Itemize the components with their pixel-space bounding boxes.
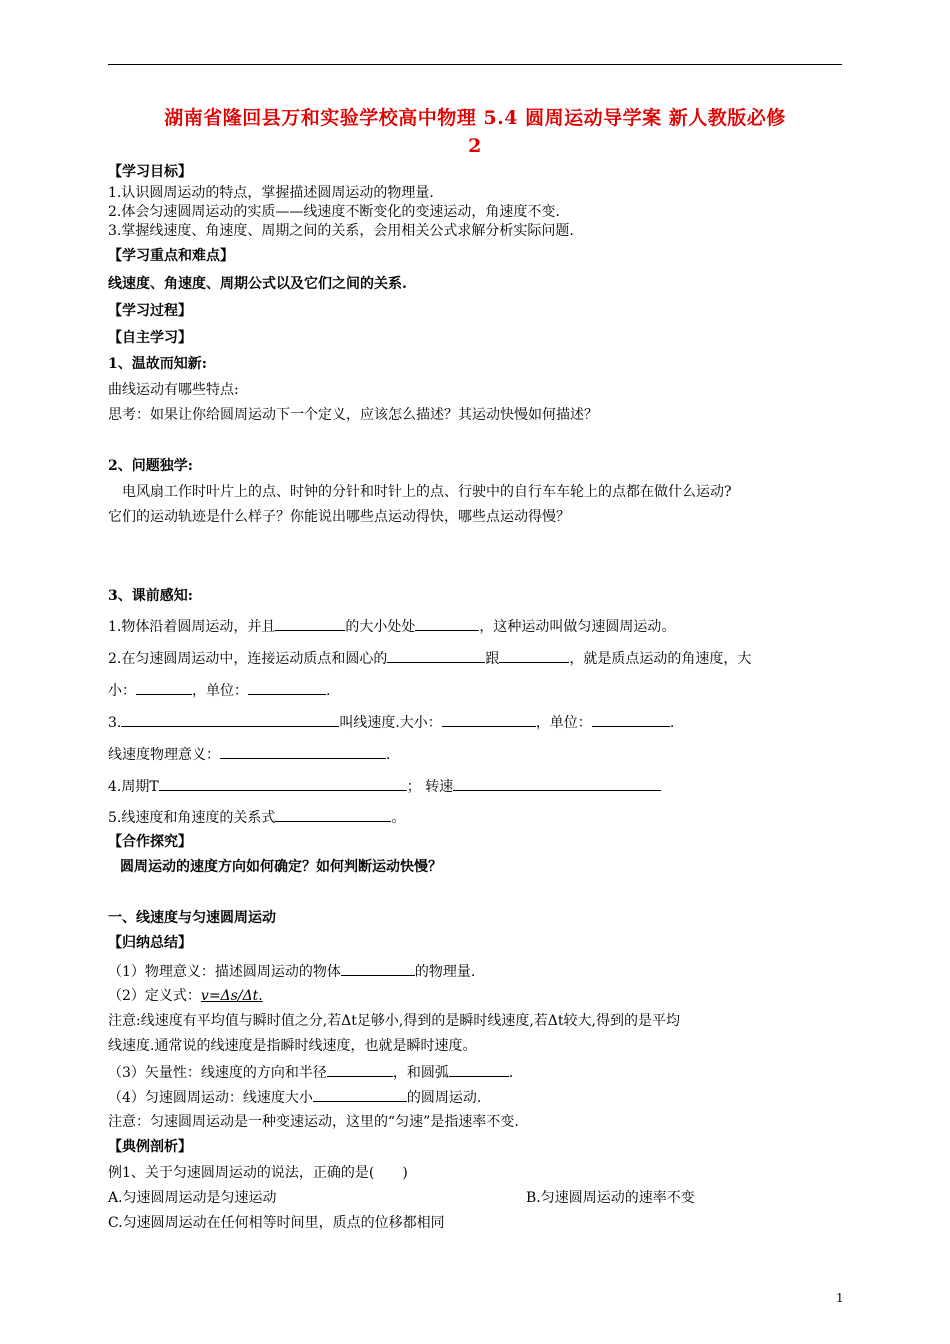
- key-points-text: 线速度、角速度、周期公式以及它们之间的关系.: [108, 276, 407, 292]
- option-b: B.匀速圆周运动的速率不变: [526, 1190, 695, 1206]
- fill-item-2-text-d: 小：: [108, 683, 136, 699]
- summary-item-3-text-a: （3）矢量性：线速度的方向和半径: [108, 1065, 327, 1081]
- fill-item-1-text-b: 的大小处处: [345, 619, 416, 635]
- fill-item-2-text-e: ，单位：: [192, 683, 248, 699]
- blank-5a[interactable]: [275, 806, 391, 822]
- title-line-2: 2: [468, 135, 482, 157]
- example-1-question: 例1、关于匀速圆周运动的说法，正确的是( ): [108, 1165, 408, 1181]
- blank-s3b[interactable]: [449, 1061, 509, 1077]
- blank-3c[interactable]: [592, 711, 670, 727]
- note-1-line-1: 注意:线速度有平均值与瞬时值之分,若Δt足够小,得到的是瞬时线速度,若Δt较大,得到的是平均: [108, 1013, 680, 1029]
- fill-item-3-text-d: .: [669, 715, 675, 731]
- fill-item-1-text-c: ，这种运动叫做匀速圆周运动。: [479, 619, 676, 635]
- fill-item-3-text-b: 叫线速度.大小：: [339, 715, 442, 731]
- fill-item-2-text-f: .: [326, 683, 331, 699]
- fill-item-5-text-a: 5.线速度和角速度的关系式: [108, 810, 276, 826]
- fill-item-2-text-b: 跟: [485, 651, 500, 667]
- self-question-paragraph-line-1: 电风扇工作时叶片上的点、时钟的分针和时针上的点、行驶中的自行车车轮上的点都在做什么运动?: [122, 484, 732, 500]
- document-title: [108, 104, 842, 160]
- subsection-heading-self-question: 2、问题独学:: [108, 458, 193, 474]
- summary-item-3-text-b: ，和圆弧: [392, 1065, 449, 1081]
- fill-item-2-cont: [108, 679, 330, 701]
- section-heading-examples: 【典例剖析】: [108, 1139, 192, 1155]
- fill-item-1-text-a: 1.物体沿着圆周运动，并且: [108, 619, 276, 635]
- fill-item-4-text-a: 4.周期T: [108, 779, 159, 795]
- blank-4b[interactable]: [453, 775, 661, 791]
- summary-item-1-text-a: （1）物理意义：描述圆周运动的物体: [108, 964, 341, 980]
- fill-item-5-text-b: 。: [391, 810, 406, 826]
- self-question-paragraph-line-2: 它们的运动轨迹是什么样子？你能说出哪些点运动得快，哪些点运动得慢？: [108, 509, 570, 525]
- blank-2c[interactable]: [136, 679, 192, 695]
- summary-item-4-text-b: 的圆周运动.: [406, 1090, 482, 1106]
- fill-item-2: [108, 647, 751, 669]
- fill-item-2-text-c: ，就是质点运动的角速度，大: [569, 651, 752, 667]
- goal-3: 3.掌握线速度、角速度、周期之间的关系，会用相关公式求解分析实际问题.: [108, 223, 574, 239]
- blank-3a[interactable]: [121, 711, 339, 727]
- note-1-line-2: 线速度.通常说的线速度是指瞬时线速度，也就是瞬时速度。: [108, 1038, 477, 1054]
- note-2: 注意：匀速圆周运动是一种变速运动，这里的“匀速”是指速率不变.: [108, 1114, 519, 1130]
- cooperation-question: 圆周运动的速度方向如何确定？如何判断运动快慢？: [120, 859, 442, 875]
- section-heading-process: 【学习过程】: [108, 303, 192, 319]
- section-heading-self-study: 【自主学习】: [108, 330, 192, 346]
- option-a: A.匀速圆周运动是匀速运动: [108, 1190, 277, 1206]
- definition-formula: v=Δs/Δt.: [200, 988, 263, 1004]
- summary-item-1-text-b: 的物理量.: [414, 964, 476, 980]
- blank-4a[interactable]: [159, 775, 407, 791]
- fill-item-1: [108, 615, 675, 637]
- blank-s4[interactable]: [313, 1086, 407, 1102]
- summary-item-2: [108, 986, 263, 1006]
- fill-item-3-text-c: ，单位：: [535, 715, 592, 731]
- blank-s1[interactable]: [341, 960, 415, 976]
- section-heading-key-points: 【学习重点和难点】: [108, 248, 234, 264]
- summary-item-1: [108, 960, 475, 982]
- review-question-1: 曲线运动有哪些特点:: [108, 382, 239, 398]
- summary-item-3-text-c: .: [508, 1065, 514, 1081]
- summary-item-4: [108, 1086, 481, 1108]
- header-rule: [108, 64, 842, 65]
- fill-item-3-meaning: [108, 743, 390, 765]
- blank-2d[interactable]: [248, 679, 326, 695]
- option-c: C.匀速圆周运动在任何相等时间里，质点的位移都相同: [108, 1215, 445, 1231]
- blank-3d[interactable]: [220, 743, 386, 759]
- fill-item-5: [108, 806, 405, 828]
- section-heading-summary: 【归纳总结】: [108, 935, 192, 951]
- subsection-heading-preview: 3、课前感知:: [108, 588, 193, 604]
- summary-item-4-text-a: （4）匀速圆周运动：线速度大小: [108, 1090, 313, 1106]
- blank-3b[interactable]: [442, 711, 536, 727]
- blank-2a[interactable]: [387, 647, 485, 663]
- fill-item-3: [108, 711, 674, 733]
- blank-1b[interactable]: [415, 615, 479, 631]
- goal-2: 2.体会匀速圆周运动的实质——线速度不断变化的变速运动，角速度不变.: [108, 204, 560, 220]
- summary-item-3: [108, 1061, 513, 1083]
- section-heading-cooperation: 【合作探究】: [108, 834, 192, 850]
- fill-item-3-text-e: 线速度物理意义：: [108, 747, 220, 763]
- review-question-2: 思考：如果让你给圆周运动下一个定义，应该怎么描述？其运动快慢如何描述？: [108, 407, 598, 423]
- summary-item-2-text-a: （2）定义式：: [108, 988, 201, 1004]
- fill-item-4: [108, 775, 661, 797]
- fill-item-3-text-a: 3.: [108, 715, 122, 731]
- subsection-heading-review: 1、温故而知新:: [108, 356, 207, 372]
- title-line-1: 湖南省隆回县万和实验学校高中物理 5.4 圆周运动导学案 新人教版必修: [164, 107, 786, 129]
- goal-1: 1.认识圆周运动的特点，掌握描述圆周运动的物理量.: [108, 185, 434, 201]
- blank-1a[interactable]: [275, 615, 345, 631]
- blank-s3a[interactable]: [327, 1061, 393, 1077]
- fill-item-3-text-f: .: [386, 747, 391, 763]
- page-number: 1: [836, 1291, 844, 1305]
- fill-item-2-text-a: 2.在匀速圆周运动中，连接运动质点和圆心的: [108, 651, 388, 667]
- section-heading-linear-velocity: 一、线速度与匀速圆周运动: [108, 910, 276, 926]
- blank-2b[interactable]: [499, 647, 569, 663]
- fill-item-4-text-b: ； 转速: [406, 779, 454, 795]
- section-heading-goals: 【学习目标】: [108, 164, 192, 180]
